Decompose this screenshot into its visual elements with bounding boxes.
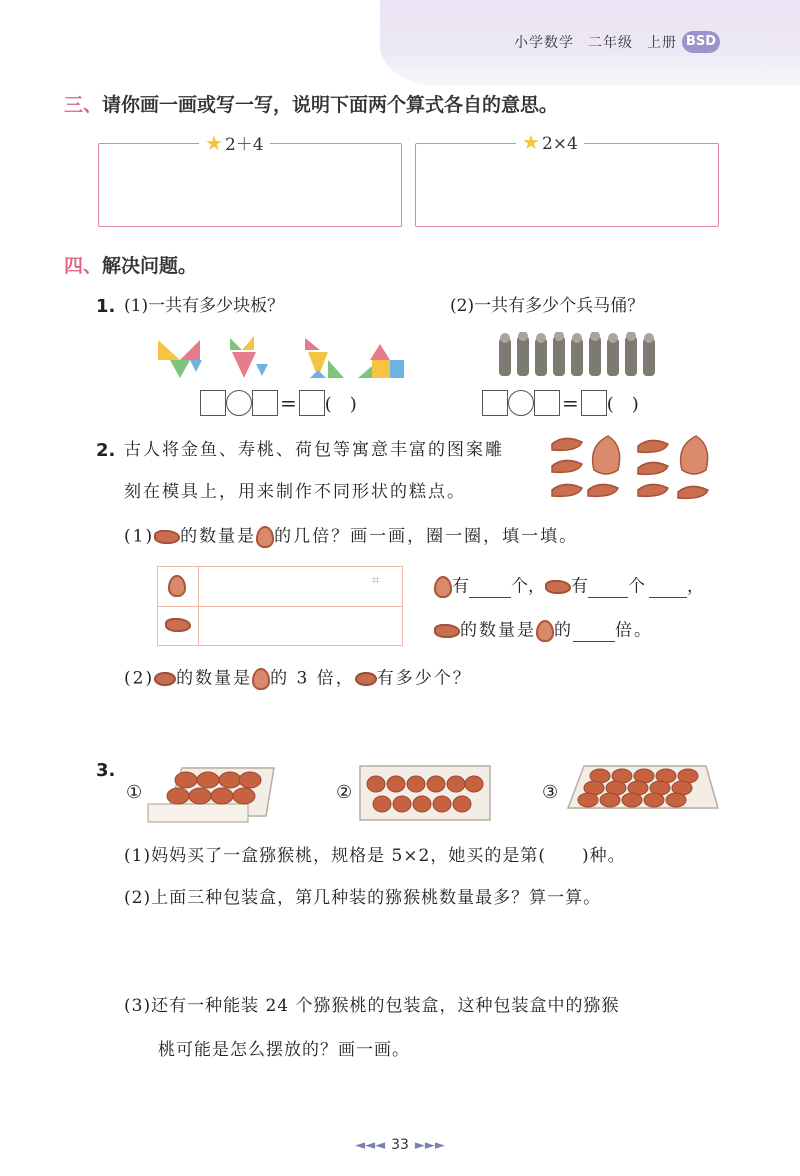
question-2-part-1-question: 的几倍？画一画，圈一圈，填一填。: [274, 526, 579, 547]
box-label-addition: [199, 130, 270, 155]
round-cake-icon: [154, 672, 176, 686]
answer-box[interactable]: [534, 390, 560, 416]
question-2-part-2-times: 的 3 倍，: [270, 668, 355, 689]
operator-circle[interactable]: [226, 390, 252, 416]
expression-multiplication: 2×4: [541, 134, 578, 154]
fish-cake-icon: [434, 624, 460, 638]
grid-decoration-icon: ⌗: [372, 573, 380, 588]
answer-frame-1: [200, 390, 357, 416]
drawing-grid[interactable]: [157, 566, 403, 646]
question-2-part-2-prefix: (2): [124, 668, 155, 689]
fill-de: 的: [554, 620, 573, 641]
peach-cake-icon: [536, 620, 554, 642]
kiwi-box-1: [146, 756, 276, 826]
blank-multiple[interactable]: [573, 623, 615, 642]
footer-left-arrows: ◄◄◄: [355, 1138, 386, 1153]
unit-paren[interactable]: ( ): [324, 394, 357, 415]
terracotta-warriors-image: [495, 332, 660, 382]
star-icon: ★: [205, 131, 223, 155]
peach-cake-icon: [252, 668, 270, 690]
question-1-part-2: (2)一共有多少个兵马俑？: [450, 296, 645, 316]
blank-fish-count[interactable]: [588, 579, 628, 598]
operator-circle[interactable]: [508, 390, 534, 416]
fill-line-2: [434, 620, 653, 642]
drawing-box-addition[interactable]: [98, 131, 402, 227]
box-label-2: ②: [336, 782, 353, 803]
box-label-multiplication: [516, 130, 584, 154]
question-2-part-2: [124, 668, 472, 690]
fill-line-1: [434, 576, 704, 598]
equals-sign: =: [562, 391, 579, 415]
kiwi-box-3: [564, 756, 722, 816]
answer-box[interactable]: [200, 390, 226, 416]
fill-ge-2: 个: [628, 576, 645, 597]
header-subject: 小学数学: [514, 35, 574, 51]
pastries-image: [548, 432, 720, 512]
fill-you-1: 有: [452, 576, 469, 597]
fill-comma: ，: [687, 576, 704, 597]
fish-cake-icon: [545, 580, 571, 594]
tangram-figures: [150, 330, 410, 385]
fish-cake-icon: [154, 530, 180, 544]
expression-addition: 2＋4: [224, 135, 264, 155]
drawing-box-multiplication[interactable]: [415, 130, 719, 227]
peach-cake-icon: [168, 575, 186, 597]
question-2-number: 2.: [96, 440, 116, 461]
question-2-part-1-quantity: 的数量是: [180, 526, 257, 547]
box-label-3: ③: [542, 782, 559, 803]
header-info: [514, 32, 691, 52]
question-1-number: 1.: [96, 296, 116, 317]
question-3-number: 3.: [96, 760, 116, 781]
header-volume: 上册: [647, 35, 677, 51]
question-3-part-1: (1)妈妈买了一盒猕猴桃，规格是 5×2，她买的是第( )种。: [124, 846, 626, 866]
question-2-part-1: [124, 526, 578, 548]
header-grade: 二年级: [588, 35, 633, 51]
peach-cake-icon: [434, 576, 452, 598]
question-3-part-2: (2)上面三种包装盒，第几种装的猕猴桃数量最多？算一算。: [124, 888, 602, 908]
fill-you-2: 有: [571, 576, 588, 597]
answer-box[interactable]: [252, 390, 278, 416]
section-4-text: 解决问题。: [102, 255, 198, 277]
tangram-figure-1: [158, 340, 202, 378]
section-4-number: 四、: [64, 255, 103, 277]
question-2-part-2-quantity: 的数量是: [176, 668, 253, 689]
blank-peach-count[interactable]: [469, 579, 511, 598]
blank-expression[interactable]: [649, 579, 687, 598]
footer-right-arrows: ►►►: [414, 1138, 445, 1153]
edition-badge: BSD: [682, 31, 720, 53]
answer-frame-2: [482, 390, 639, 416]
section-4-title: [64, 251, 197, 278]
tangram-figure-3: [305, 338, 344, 378]
question-3-part-3-line-2: 桃可能是怎么摆放的？画一画。: [158, 1040, 410, 1060]
fill-bei: 倍。: [615, 620, 653, 641]
unit-paren[interactable]: ( ): [606, 394, 639, 415]
equals-sign: =: [280, 391, 297, 415]
page-number: 33: [391, 1137, 409, 1153]
fill-quantity: 的数量是: [460, 620, 536, 641]
page-footer: [0, 1137, 800, 1153]
answer-box[interactable]: [581, 390, 607, 416]
answer-box[interactable]: [482, 390, 508, 416]
answer-box[interactable]: [299, 390, 325, 416]
box-label-1: ①: [126, 782, 143, 803]
question-3-part-3-line-1: (3)还有一种能装 24 个猕猴桃的包装盒，这种包装盒中的猕猴: [124, 996, 620, 1016]
question-2-part-1-prefix: (1): [124, 526, 155, 547]
question-1-part-1: (1)一共有多少块板？: [124, 296, 285, 316]
peach-cake-icon: [256, 526, 274, 548]
tangram-figure-4: [358, 344, 404, 378]
section-3-text: 请你画一画或写一写，说明下面两个算式各自的意思。: [102, 94, 559, 116]
fill-ge-1: 个，: [511, 576, 545, 597]
question-2-part-2-question: 有多少个？: [376, 668, 472, 689]
question-2-line-1: 古人将金鱼、寿桃、荷包等寓意丰富的图案雕: [124, 440, 504, 460]
section-3-title: [64, 90, 558, 117]
star-icon: ★: [522, 130, 540, 154]
question-2-line-2: 刻在模具上，用来制作不同形状的糕点。: [124, 482, 466, 502]
fish-cake-icon: [165, 618, 191, 632]
tangram-figure-2: [230, 336, 268, 378]
kiwi-box-2: [356, 756, 496, 826]
section-3-number: 三、: [64, 94, 103, 116]
round-cake-icon: [355, 672, 377, 686]
